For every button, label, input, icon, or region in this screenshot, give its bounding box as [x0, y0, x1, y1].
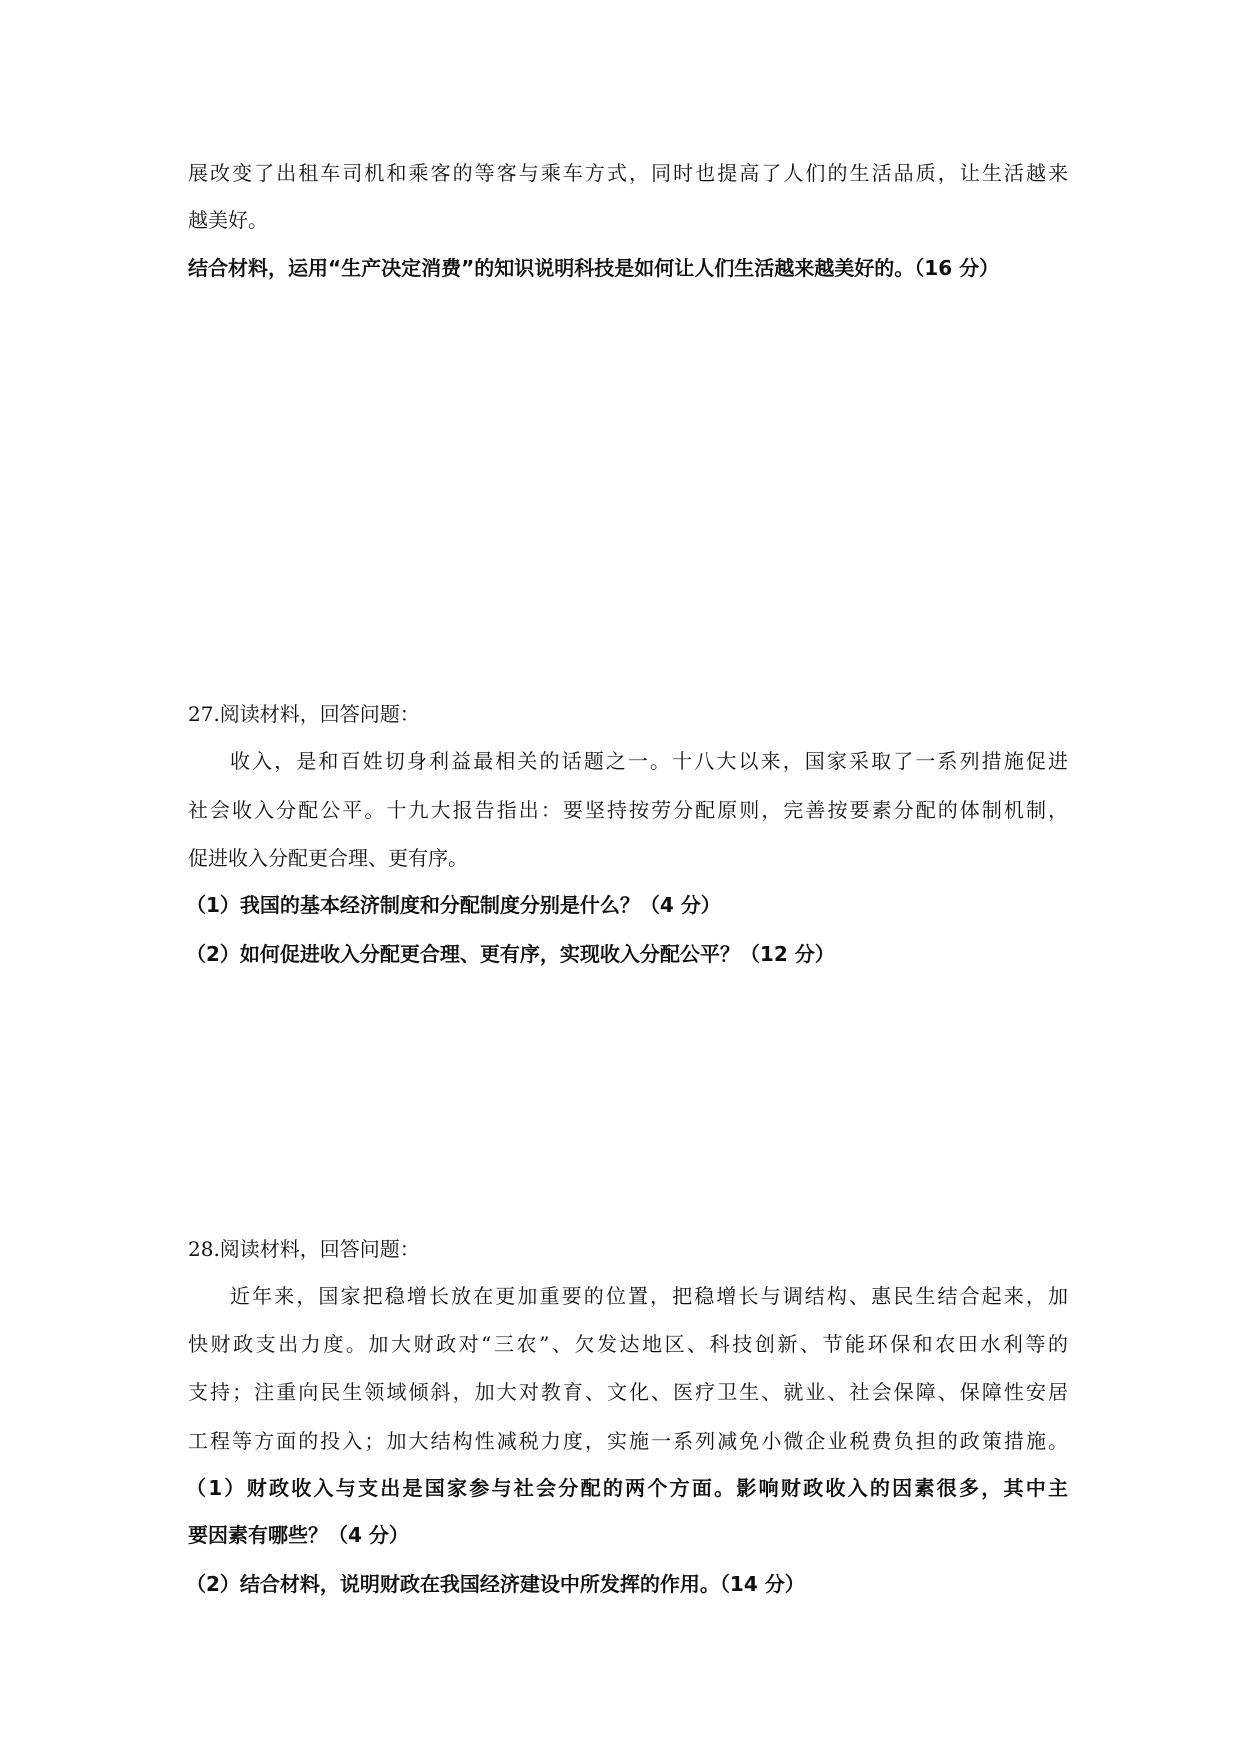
q28-material-line-2: 快财政支出力度。加大财政对“三农”、欠发达地区、科技创新、节能环保和农田水利等的 [188, 1332, 1068, 1356]
q26-material-line-2: 越美好。 [188, 208, 268, 232]
q28-subquestion-2: （2）结合材料，说明财政在我国经济建设中所发挥的作用。（14 分） [186, 1572, 805, 1596]
q26-question: 结合材料，运用“生产决定消费”的知识说明科技是如何让人们生活越来越美好的。（16 分） [188, 256, 1000, 280]
q27-heading: 27.阅读材料，回答问题： [188, 702, 420, 726]
q27-material-line-2: 社会收入分配公平。十九大报告指出：要坚持按劳分配原则，完善按要素分配的体制机制， [188, 798, 1068, 822]
q28-heading: 28.阅读材料，回答问题： [188, 1237, 420, 1261]
q26-material-line-1: 展改变了出租车司机和乘客的等客与乘车方式，同时也提高了人们的生活品质，让生活越来 [188, 161, 1068, 185]
q27-subquestion-2: （2）如何促进收入分配更合理、更有序，实现收入分配公平？（12 分） [186, 942, 835, 966]
q28-material-line-3: 支持；注重向民生领域倾斜，加大对教育、文化、医疗卫生、就业、社会保障、保障性安居 [188, 1380, 1068, 1404]
q27-material-line-3: 促进收入分配更合理、更有序。 [188, 846, 468, 870]
q28-subquestion-1-line-2: 要因素有哪些？（4 分） [188, 1523, 409, 1547]
q27-subquestion-1: （1）我国的基本经济制度和分配制度分别是什么？（4 分） [186, 893, 721, 917]
q28-subquestion-1-line-1: （1）财政收入与支出是国家参与社会分配的两个方面。影响财政收入的因素很多，其中主 [186, 1476, 1068, 1500]
q27-material-line-1: 收入，是和百姓切身利益最相关的话题之一。十八大以来，国家采取了一系列措施促进 [230, 749, 1068, 773]
q28-material-line-4: 工程等方面的投入；加大结构性减税力度，实施一系列减免小微企业税费负担的政策措施。 [188, 1429, 1068, 1453]
q28-material-line-1: 近年来，国家把稳增长放在更加重要的位置，把稳增长与调结构、惠民生结合起来，加 [230, 1284, 1068, 1308]
